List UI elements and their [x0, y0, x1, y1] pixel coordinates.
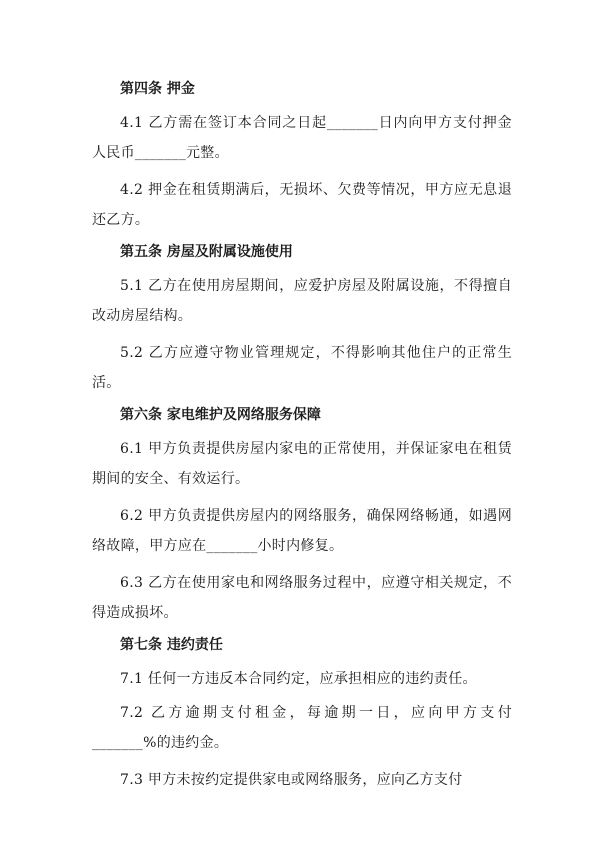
clause-6-3: 6.3 乙方在使用家电和网络服务过程中，应遵守相关规定，不得造成损坏。 — [92, 575, 512, 621]
clause-7-3: 7.3 甲方未按约定提供家电或网络服务，应向乙方支付 — [120, 772, 463, 788]
section-article-7 — [92, 635, 512, 795]
clause-4-2: 4.2 押金在租赁期满后，无损坏、欠费等情况，甲方应无息退还乙方。 — [92, 182, 512, 228]
section-heading: 第七条 违约责任 — [120, 637, 223, 653]
clause-5-1: 5.1 乙方在使用房屋期间，应爱护房屋及附属设施，不得擅自改动房屋结构。 — [92, 278, 512, 324]
contract-body — [92, 79, 512, 802]
section-article-4 — [92, 79, 512, 235]
section-article-6 — [92, 405, 512, 628]
clause-7-1: 7.1 任何一方违反本合同约定，应承担相应的违约责任。 — [120, 671, 477, 687]
clause-6-2: 6.2 甲方负责提供房屋内的网络服务，确保网络畅通，如遇网络故障，甲方应在_______小时内修复。 — [92, 508, 512, 554]
clause-4-1: 4.1 乙方需在签订本合同之日起_______日内向甲方支付押金人民币_______元整。 — [92, 115, 512, 161]
clause-7-2: 7.2 乙方逾期支付租金，每逾期一日，应向甲方支付_______%的违约金。 — [92, 705, 512, 751]
section-heading: 第四条 押金 — [120, 81, 195, 97]
section-heading: 第六条 家电维护及网络服务保障 — [120, 407, 321, 423]
clause-5-2: 5.2 乙方应遵守物业管理规定，不得影响其他住户的正常生活。 — [92, 345, 512, 391]
section-heading: 第五条 房屋及附属设施使用 — [120, 244, 293, 260]
section-article-5 — [92, 242, 512, 398]
clause-6-1: 6.1 甲方负责提供房屋内家电的正常使用，并保证家电在租赁期间的安全、有效运行。 — [92, 441, 512, 487]
